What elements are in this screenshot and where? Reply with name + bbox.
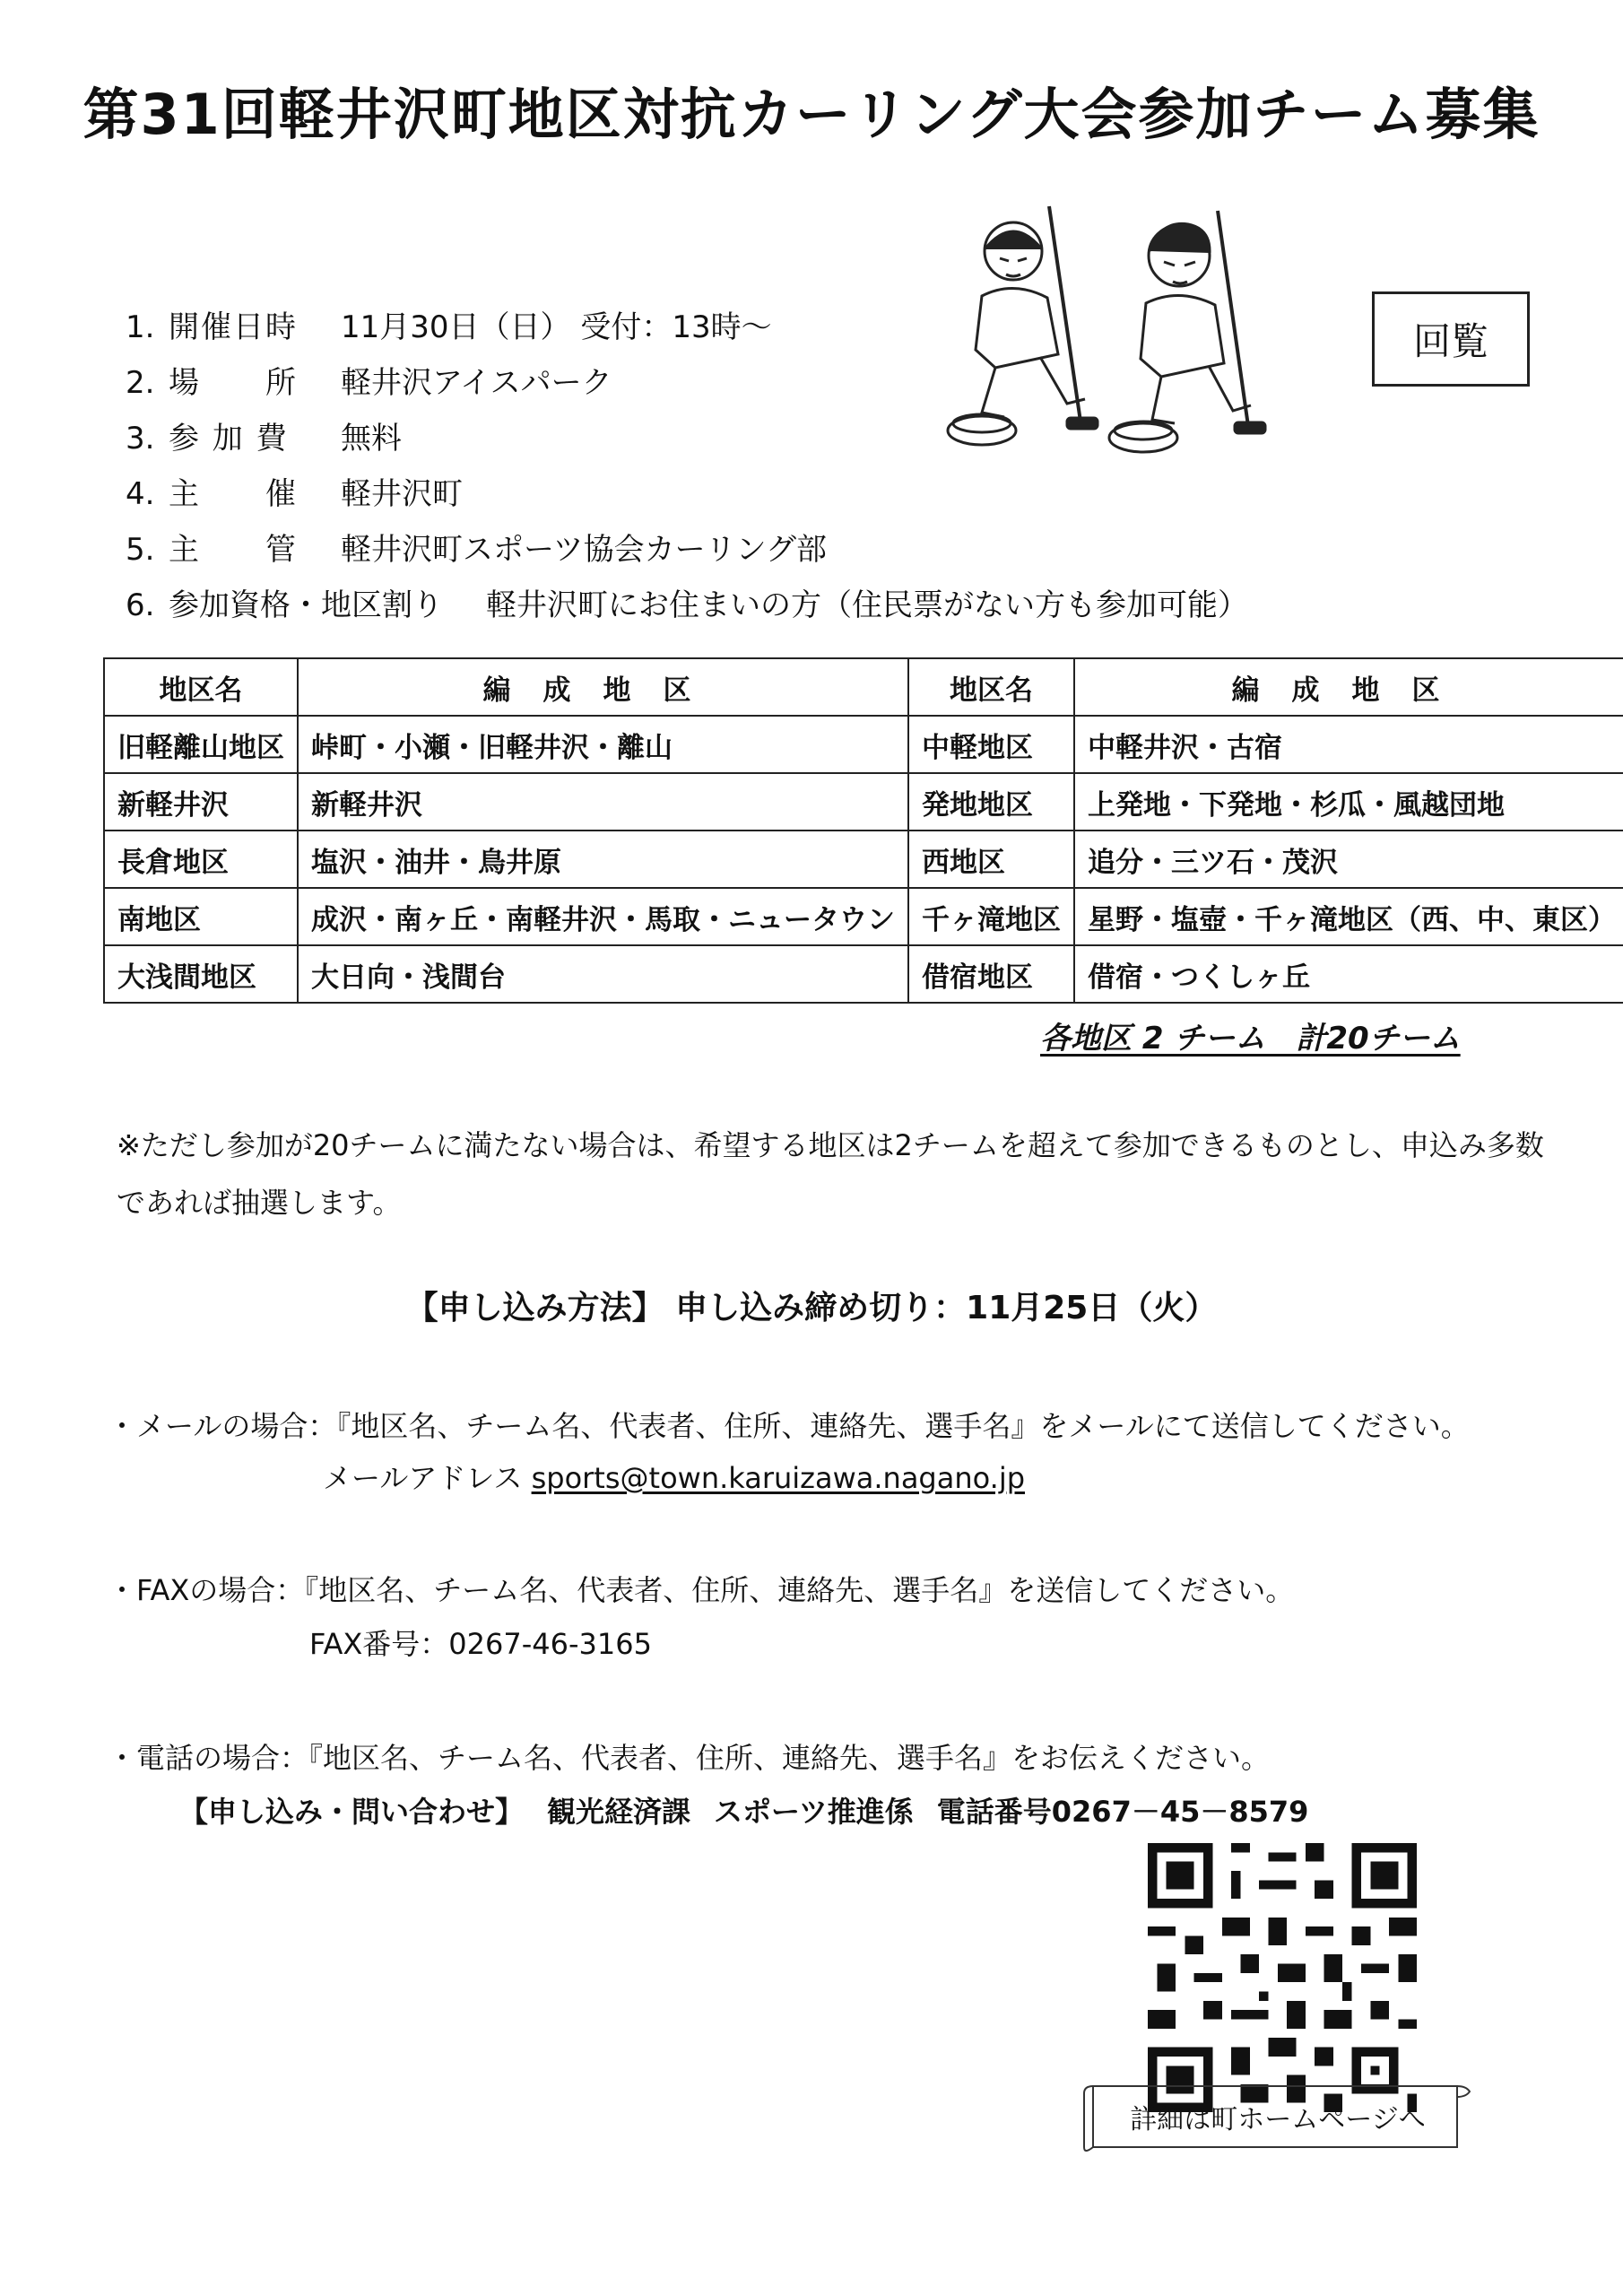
info-label: 開催日時 bbox=[169, 309, 298, 345]
district-name: 南地区 bbox=[104, 888, 298, 945]
district-areas: 上発地・下発地・杉瓜・風越団地 bbox=[1074, 773, 1623, 831]
info-label: 主 管 bbox=[169, 532, 298, 568]
table-row bbox=[104, 888, 1623, 945]
info-label: 参 加 費 bbox=[169, 421, 289, 457]
contact-section: スポーツ推進係 bbox=[714, 1795, 914, 1829]
info-label: 場 所 bbox=[169, 365, 298, 401]
district-areas: 借宿・つくしヶ丘 bbox=[1074, 945, 1623, 1003]
application-method-header: 【申し込み方法】 申し込み締め切り：11月25日（火） bbox=[405, 1290, 1218, 1326]
district-areas: 大日向・浅間台 bbox=[298, 945, 908, 1003]
note-paragraph: ※ただし参加が20チームに満たない場合は、希望する地区は2チームを超えて参加できるものとし、申込み多数であれば抽選します。 bbox=[117, 1128, 1544, 1220]
district-areas: 塩沢・油井・鳥井原 bbox=[298, 831, 908, 888]
district-areas: 追分・三ツ石・茂沢 bbox=[1074, 831, 1623, 888]
header-district: 地区名 bbox=[908, 658, 1074, 716]
fax-instructions: ・FAXの場合：『地区名、チーム名、代表者、住所、連絡先、選手名』を送信してください。 bbox=[108, 1573, 1295, 1607]
info-value: 軽井沢町スポーツ協会カーリング部 bbox=[341, 532, 827, 568]
table-row bbox=[104, 716, 1623, 773]
homepage-note: 詳細は町ホームページへ bbox=[1130, 2104, 1426, 2135]
contact-line bbox=[179, 1789, 1332, 1831]
district-areas: 中軽井沢・古宿 bbox=[1074, 716, 1623, 773]
phone-instructions: ・電話の場合：『地区名、チーム名、代表者、住所、連絡先、選手名』をお伝えください。 bbox=[108, 1741, 1271, 1775]
info-date: 1. 開催日時 11月30日（日） 受付：13時～ bbox=[126, 305, 772, 350]
email-link[interactable]: sports@town.karuizawa.nagano.jp bbox=[531, 1461, 1026, 1495]
contact-label: 【申し込み・問い合わせ】 bbox=[179, 1795, 525, 1829]
district-name: 発地地区 bbox=[908, 773, 1074, 831]
info-eligibility: 6. 参加資格・地区割り 軽井沢町にお住まいの方（住民票がない方も参加可能） bbox=[126, 583, 1248, 628]
info-manager: 5. 主 管 軽井沢町スポーツ協会カーリング部 bbox=[126, 527, 827, 572]
info-label: 主 催 bbox=[169, 476, 298, 512]
district-name: 千ヶ滝地区 bbox=[908, 888, 1074, 945]
district-name: 中軽地区 bbox=[908, 716, 1074, 773]
header-district: 地区名 bbox=[104, 658, 298, 716]
email-address-line bbox=[323, 1456, 1025, 1497]
team-total: 各地区 2 チーム 計20チーム bbox=[1040, 1021, 1461, 1057]
contact-phone: 電話番号0267－45－8579 bbox=[936, 1795, 1309, 1829]
info-venue: 2. 場 所 軽井沢アイスパーク bbox=[126, 361, 612, 405]
district-areas: 星野・塩壺・千ヶ滝地区（西、中、東区） bbox=[1074, 888, 1623, 945]
curling-players-illustration bbox=[933, 197, 1291, 466]
circulation-box: 回覧 bbox=[1372, 291, 1530, 387]
district-areas: 峠町・小瀬・旧軽井沢・離山 bbox=[298, 716, 908, 773]
email-instructions: ・メールの場合：『地区名、チーム名、代表者、住所、連絡先、選手名』をメールにて送信してください。 bbox=[108, 1409, 1470, 1443]
info-organizer: 4. 主 催 軽井沢町 bbox=[126, 472, 463, 517]
header-areas: 編成地区 bbox=[298, 658, 908, 716]
info-fee: 3. 参 加 費 無料 bbox=[126, 416, 402, 461]
info-value: 軽井沢町にお住まいの方（住民票がない方も参加可能） bbox=[486, 587, 1248, 623]
info-label: 参加資格・地区割り bbox=[169, 587, 443, 623]
table-row bbox=[104, 773, 1623, 831]
district-areas: 新軽井沢 bbox=[298, 773, 908, 831]
district-table bbox=[103, 657, 1623, 1004]
email-label: メールアドレス bbox=[323, 1461, 523, 1495]
info-value: 軽井沢町 bbox=[341, 476, 463, 512]
table-row bbox=[104, 831, 1623, 888]
qr-code[interactable] bbox=[1148, 1843, 1417, 2112]
info-value: 無料 bbox=[341, 421, 402, 457]
district-name: 大浅間地区 bbox=[104, 945, 298, 1003]
district-name: 借宿地区 bbox=[908, 945, 1074, 1003]
table-row bbox=[104, 945, 1623, 1003]
info-value: 軽井沢アイスパーク bbox=[341, 365, 612, 401]
fax-number: FAX番号：0267-46-3165 bbox=[309, 1627, 652, 1661]
district-name: 新軽井沢 bbox=[104, 773, 298, 831]
district-areas: 成沢・南ヶ丘・南軽井沢・馬取・ニュータウン bbox=[298, 888, 908, 945]
district-name: 長倉地区 bbox=[104, 831, 298, 888]
header-areas: 編成地区 bbox=[1074, 658, 1623, 716]
table-header-row bbox=[104, 658, 1623, 716]
page-title: 第31回軽井沢町地区対抗カーリング大会参加チーム募集 bbox=[82, 82, 1541, 147]
district-name: 旧軽離山地区 bbox=[104, 716, 298, 773]
district-name: 西地区 bbox=[908, 831, 1074, 888]
contact-dept: 観光経済課 bbox=[547, 1795, 691, 1829]
info-value: 11月30日（日） 受付：13時～ bbox=[341, 309, 772, 345]
